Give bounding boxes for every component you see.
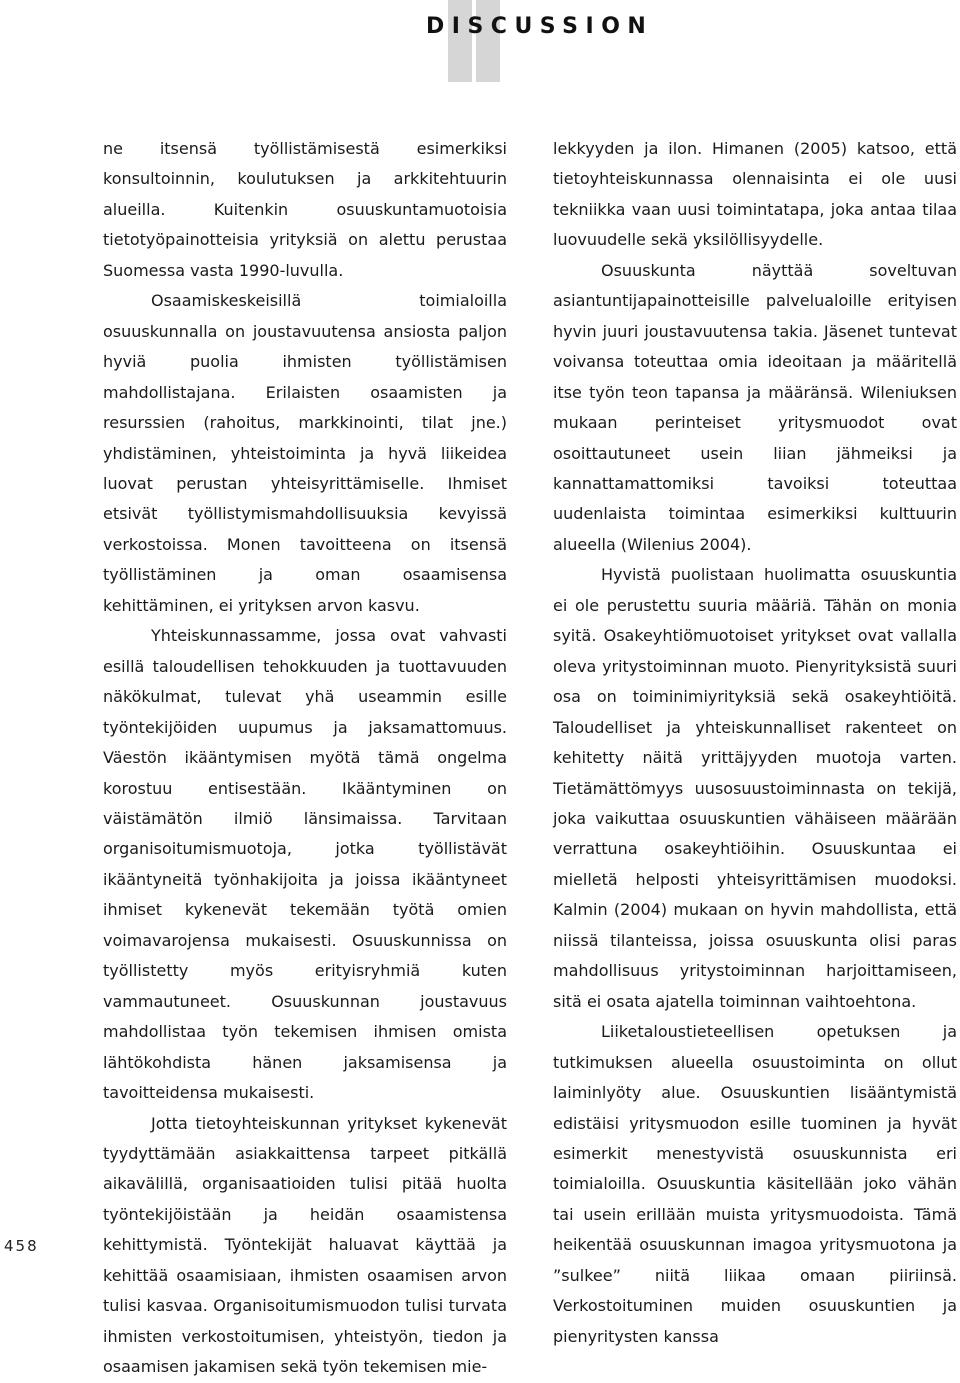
paragraph: Jotta tietoyhteiskunnan yritykset kykenevät tyydyttämään asiakkaittensa tarpeet pitkällä aikavälillä, organisaatioiden tulisi pitää huolta työntekijöistään ja heidän osaamistensa kehittymistä. Työntekijät haluavat käyttää ja kehittää osaamisiaan, ihmisten osaamisen arvon tulisi kasvaa. Organisoitumismuodon tulisi turvata ihmisten verkostoitumisen, yhteistyön, tiedon ja osaamisen jakamisen sekä työn tekemisen mie- — [103, 1113, 507, 1377]
header-decor-block-2 — [476, 0, 500, 82]
paragraph: ne itsensä työllistämisestä esimerkiksi konsultoinnin, koulutuksen ja arkkitehtuurin alueilla. Kuitenkin osuuskuntamuotoisia tietotyöpainotteisia yrityksiä on alettu perustaa Suomessa vasta 1990-luvulla. — [103, 139, 507, 280]
paragraph: Osaamiskeskeisillä toimialoilla osuuskunnalla on joustavuutensa ansiosta paljon hyviä puolia ihmisten työllistämisen mahdollistajana. Erilaisten osaamisten ja resurssien (rahoitus, markkinointi, tilat jne.) yhdistäminen, yhteistoiminta ja hyvä liikeidea luovat perustan yhteisyrittämiselle. Ihmiset etsivät työllistymismahdollisuuksia kevyissä verkostoissa. Monen tavoitteena on itsensä työllistäminen ja oman osaamisensa kehittäminen, ei yrityksen arvon kasvu. — [103, 291, 507, 615]
right-column — [553, 134, 957, 1352]
paragraph: lekkyyden ja ilon. Himanen (2005) katsoo, että tietoyhteiskunnassa olennaisinta ei ole uusi tekniikka vaan uusi toimintatapa, joka antaa tilaa luovuudelle sekä yksilöllisyydelle. — [553, 139, 957, 250]
paragraph: Hyvistä puolistaan huolimatta osuuskuntia ei ole perustettu suuria määriä. Tähän on monia syitä. Osakeyhtiömuotoiset yritykset ovat vallalla oleva yritystoiminnan muoto. Pienyrityksistä suuri osa on toiminimiyrityksiä sekä osakeyhtiöitä. Taloudelliset ja yhteiskunnalliset rakenteet on kehitetty näitä yrittäjyyden muotoja varten. Tietämättömyys uusosuustoiminnasta on tekijä, joka vaikuttaa osuuskuntien vähäiseen määrään verrattuna osakeyhtiöihin. Osuuskuntaa ei mielletä helposti yhteisyrittämisen muodoksi. Kalmin (2004) mukaan on hyvin mahdollista, että niissä tilanteissa, joissa osuuskunta olisi paras mahdollisuus yritystoiminnan harjoittamiseen, sitä ei osata ajatella toiminnan vaihtoehtona. — [553, 565, 957, 1011]
left-column — [103, 134, 507, 1383]
paragraph: Liiketaloustieteellisen opetuksen ja tutkimuksen alueella osuustoiminta on ollut laiminlyöty alue. Osuuskuntien lisääntymistä edistäisi yritysmuodon esille tuominen ja hyvät esimerkit menestyvistä osuuskunnista eri toimialoilla. Osuuskuntia käsitellään joko vähän tai usein erillään muista yritysmuodoista. Tämä heikentää osuuskunnan imagoa yritysmuotona ja ”sulkee” niitä liikaa omaan piiriinsä. Verkostoituminen muiden osuuskuntien ja pienyritysten kanssa — [553, 1022, 957, 1346]
page-number: 458 — [4, 1237, 39, 1255]
paragraph: Osuuskunta näyttää soveltuvan asiantuntijapainotteisille palvelualoille erityisen hyvin juuri joustavuutensa takia. Jäsenet tuntevat voivansa toteuttaa omia ideoitaan ja määritellä itse työn teon tapansa ja määränsä. Wileniuksen mukaan perinteiset yritysmuodot ovat osoittautuneet usein liian jähmeiksi ja kannattamattomiksi tavoiksi toteuttaa uudenlaista toimintaa esimerkiksi kulttuurin alueella (Wilenius 2004). — [553, 260, 957, 554]
header-decor-block-1 — [448, 0, 472, 82]
paragraph: Yhteiskunnassamme, jossa ovat vahvasti esillä taloudellisen tehokkuuden ja tuottavuuden näkökulmat, tulevat yhä useammin esille työntekijöiden uupumus ja jaksamattomuus. Väestön ikääntymisen myötä tämä ongelma korostuu entisestään. Ikääntyminen on väistämätön ilmiö länsimaissa. Tarvitaan organisoitumismuotoja, jotka työllistävät ikääntyneitä työnhakijoita ja joissa ikääntyneet ihmiset kykenevät tekemään työtä omien voimavarojensa mukaisesti. Osuuskunnissa on työllistetty myös erityisryhmiä kuten vammautuneet. Osuuskunnan joustavuus mahdollistaa työn tekemisen ihmisen omista lähtökohdista hänen jaksamisensa ja tavoitteidensa mukaisesti. — [103, 626, 507, 1103]
section-title: DISCUSSION — [426, 14, 654, 39]
